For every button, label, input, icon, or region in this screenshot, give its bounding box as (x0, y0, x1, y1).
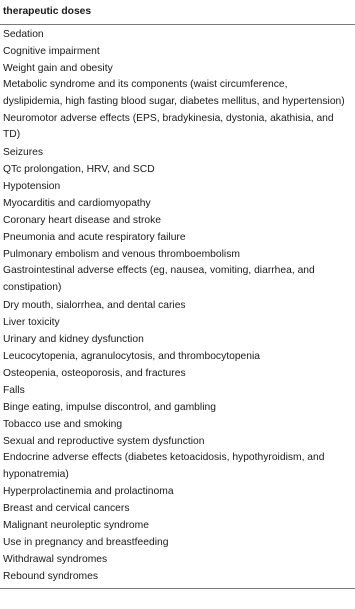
list-item: Leucocytopenia, agranulocytosis, and thrombocytopenia (3, 350, 261, 362)
list-item: Falls (3, 384, 25, 396)
list-item: Neuromotor adverse effects (EPS, bradykinesia, dystonia, akathisia, and TD) (3, 112, 334, 141)
table-caption-text: therapeutic doses (3, 6, 92, 17)
list-item: Pulmonary embolism and venous thromboembolism (3, 249, 240, 261)
list-item: Hyperprolactinemia and prolactinoma (3, 486, 174, 498)
list-item: Endocrine adverse effects (diabetes ketoacidosis, hypothyroidism, and hyponatremia) (3, 451, 325, 480)
list-item: QTc prolongation, HRV, and SCD (3, 164, 155, 176)
list-item: Rebound syndromes (3, 571, 99, 583)
adverse-effects-list (0, 25, 355, 585)
list-item: Dry mouth, sialorrhea, and dental caries (3, 299, 186, 311)
list-item: Binge eating, impulse discontrol, and gambling (3, 401, 216, 413)
list-item: Seizures (3, 147, 44, 159)
list-item: Malignant neuroleptic syndrome (3, 520, 149, 532)
list-item: Use in pregnancy and breastfeeding (3, 537, 169, 549)
list-item: Withdrawal syndromes (3, 554, 108, 566)
table-caption (0, 0, 355, 24)
list-item: Tobacco use and smoking (3, 418, 123, 430)
bottom-rule (0, 588, 355, 589)
list-item: Hypotension (3, 181, 61, 193)
list-item: Sedation (3, 29, 44, 40)
list-item: Breast and cervical cancers (3, 503, 130, 515)
list-item: Urinary and kidney dysfunction (3, 333, 144, 345)
list-item: Gastrointestinal adverse effects (eg, nausea, vomiting, diarrhea, and constipation) (3, 265, 315, 293)
list-item: Myocarditis and cardiomyopathy (3, 198, 151, 210)
list-item: Pneumonia and acute respiratory failure (3, 232, 186, 244)
list-item: Weight gain and obesity (3, 63, 113, 74)
list-item: Metabolic syndrome and its components (waist circumference, dyslipidemia, high fasting blood sugar, diabetes mellitus, and hypertension) (3, 79, 345, 107)
list-item: Osteopenia, osteoporosis, and fractures (3, 367, 186, 379)
list-item: Cognitive impairment (3, 46, 100, 57)
list-item: Liver toxicity (3, 316, 60, 328)
list-item: Sexual and reproductive system dysfunction (3, 435, 205, 447)
list-item: Coronary heart disease and stroke (3, 215, 161, 227)
